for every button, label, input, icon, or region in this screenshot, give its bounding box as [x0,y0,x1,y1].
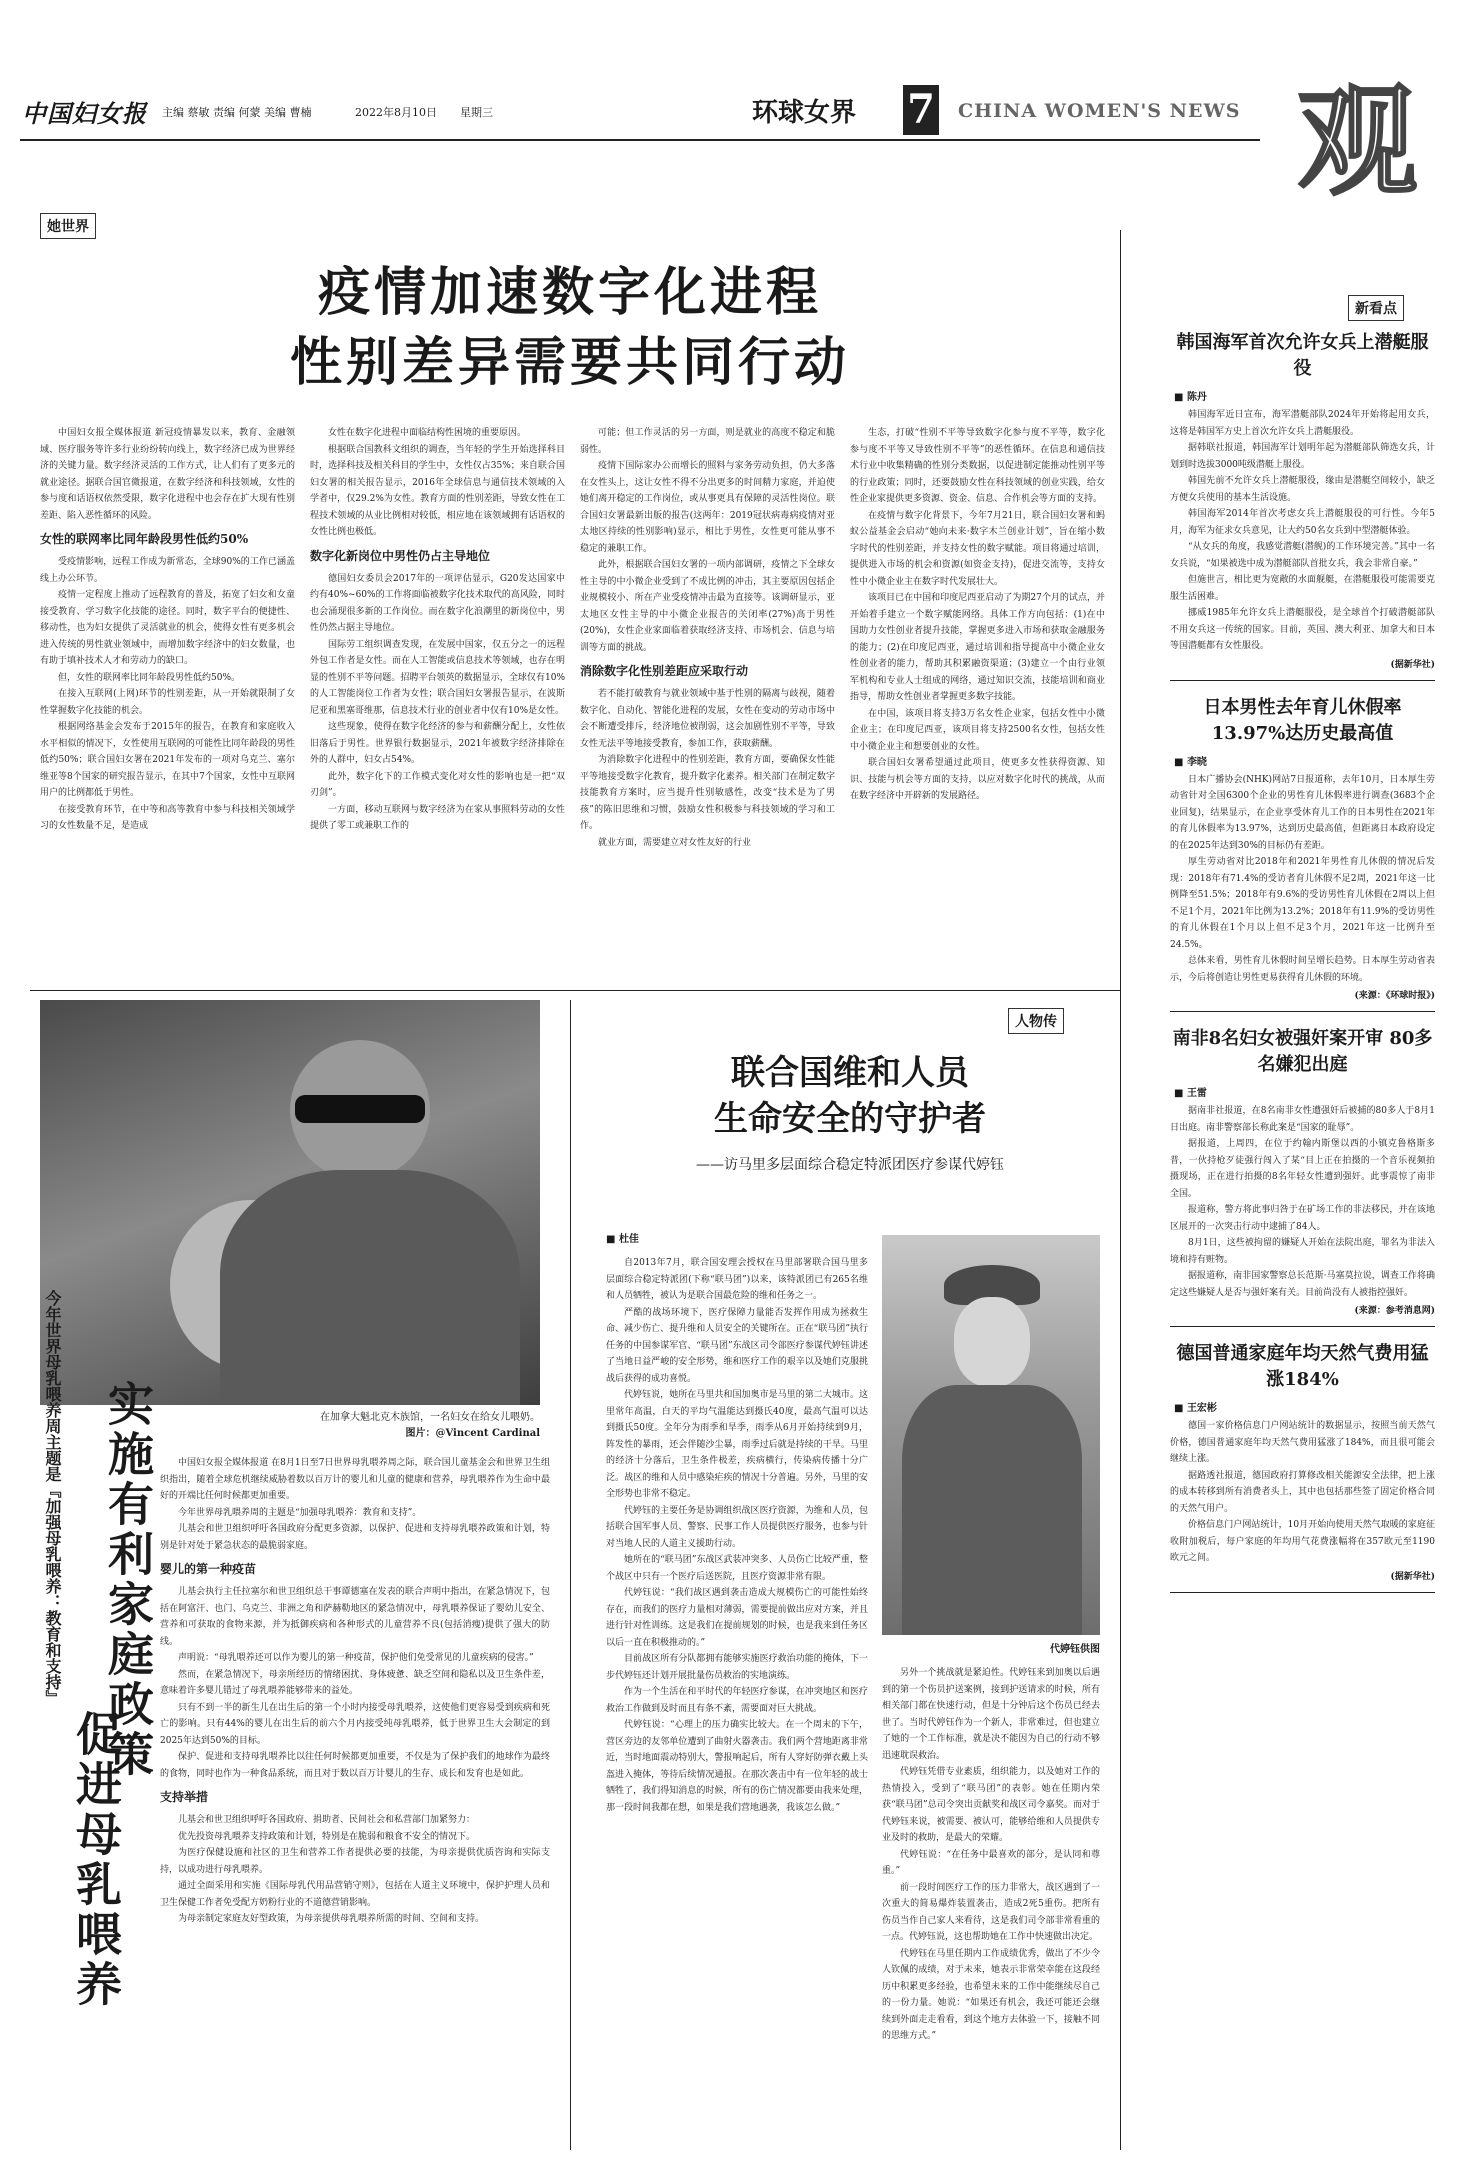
sidebar-news-paragraph: 但施世言，相比更为宽敞的水面舰艇，在潜艇服役可能需要克服生活困难。 [1170,575,1435,602]
section-subheading: 数字化新岗位中男性仍占主导地位 [310,548,491,563]
sidebar-news-paragraph: 韩国海军近日宣布，海军潜艇部队2024年开始将起用女兵，这将是韩国军方史上首次允许女兵上潜艇服役。 [1170,410,1435,437]
breastfeeding-divider [570,1000,571,2150]
article-paragraph: 今年世界母乳喂养周的主题是“加强母乳喂养：教育和支持”。 [178,1507,422,1518]
breastfeeding-vertical-subtitle: 今年世界母乳喂养周主题是『加强母乳喂养：教育和支持』 [43,1290,62,1706]
photo-credit-text: 图片：@Vincent Cardinal [405,1428,540,1439]
peacekeeper-headline [590,1050,1110,1174]
section-subheading: 消除数字化性别差距应采取行动 [580,664,749,678]
sidebar-news-author-name: 王宏彬 [1186,1403,1217,1414]
article-paragraph: 可能；但工作灵活的另一方面，则是就业的高度不稳定和脆弱性。 [580,428,835,455]
article-paragraph: 一方面，移动互联网与数字经济为在家从事照料劳动的女性提供了零工或兼职工作的 [310,804,565,831]
sidebar-news-paragraph: 8月1日，这些被拘留的嫌疑人开始在法院出庭，罪名为非法入境和持有赃物。 [1170,1238,1435,1265]
main-col-2 [310,425,565,970]
article-paragraph: 在疫情与数字化背景下，今年7月21日，联合国妇女署和蚂蚁公益基金会启动“她向未来·数字木兰创业计划”，旨在缩小数字时代的性别差距，并支持女性的数字赋能。项目将通过培训，提供进入市场的机会和资源(如资金支持)，促进交流等，支持女性中小微企业主在数字时代发展壮大。 [850,510,1105,587]
sidebar-news-paragraph: 据报道，上周四，在位于约翰内斯堡以西的小镇克鲁格斯多普，一伙持枪歹徒强行闯入了某“目上正在拍摄的一个音乐视频拍摄现场，正在进行拍摄的8名年轻女性遭到强奸。此事震惊了南非全国。 [1170,1139,1435,1199]
article-paragraph: 代婷钰在马里任期内工作成绩优秀，做出了不少令人钦佩的成绩，对于未来，她表示非常荣幸能在这段经历中积累更多经验，也希望未来的工作中能继续尽自己的一份力量。她说：“如果还有机会，我还可能还会继续到外面走走看看，到这个地方去体验一下，接触不同的思维方式。” [882,1948,1100,2041]
sidebar-news-author: ■ 王雷 [1174,1088,1207,1099]
sidebar-news-source: (据新华社) [1390,1571,1435,1582]
headline-line-2: 性别差异需要共同行动 [289,332,850,393]
article-paragraph: 德国妇女委员会2017年的一项评估显示，G20发达国家中约有40%~60%的工作将面临被数字化技术取代的高风险，同时也会涌现很多新的工作岗位。而在数字化浪潮里的新岗位中，男性仍然占据主导地位。 [310,573,565,633]
section-subheading: 支持举措 [160,1790,209,1804]
sidebar-news-title: 韩国海军首次允许女兵上潜艇服役 [1176,332,1429,379]
sidebar-news-paragraph: 韩国先前不允许女兵上潜艇服役，缘由是潜艇空间较小，缺乏方便女兵使用的基本生活设施。 [1170,476,1435,503]
sidebar-divider [1120,230,1121,2150]
sidebar-news-item [1170,1026,1435,1327]
article-paragraph: 儿基会和世卫组织呼吁各国政府、捐助者、民间社会和私营部门加紧努力： [178,1815,476,1825]
article-paragraph: 通过全面采用和实施《国际母乳代用品营销守则》，包括在人道主义环境中，保护护理人员和卫生保健工作者免受配方奶粉行业的不道德营销影响。 [160,1881,550,1908]
sidebar-news-paragraph: 据报道称，南非国家警察总长范斯·马塞莫拉说，调查工作将确定这些嫌疑人是否与强奸案有关。目前尚没有人被指控强奸。 [1170,1271,1435,1298]
peacekeeper-headline-line-1: 联合国维和人员 [731,1053,969,1093]
issue-date: 2022年8月10日 [355,106,437,119]
english-masthead: CHINA WOMEN'S NEWS [958,100,1241,122]
article-paragraph: 代婷钰说：“我们战区遇到袭击造成大规模伤亡的可能性始终存在，而我们的医疗力量相对薄弱，需要提前做出应对方案，并且进行针对性训练。这是我们在提前规划的时候，也是我来到任务区以后一直在积极推动的。” [606,1588,868,1648]
main-col-1 [40,425,295,970]
main-col-3 [580,425,835,970]
article-paragraph: 她所在的“联马团”东战区武装冲突多、人员伤亡比较严重，整个战区中只有一个医疗后送医院，且医疗资源非常有限。 [606,1555,868,1582]
sidebar-news-author-name: 李晓 [1186,756,1207,768]
column-tag-profile-text: 人物传 [1015,1014,1057,1030]
article-paragraph: 中国妇女报全媒体报道 新冠疫情暴发以来，教育、金融领域、医疗服务等许多行业纷纷转向线上，数字经济已成为世界经济的关键力量。数字经济灵活的工作方式，让人们有了更多元的就业途径。据联合国官微报道，在数字经济和科技领域，女性的参与度和话语权依然受限，数字化进程中也会存在扩大现有性别差距、陷入恶性循环的风险。 [40,428,295,521]
article-paragraph: 此外，数字化下的工作模式变化对女性的影响也是一把“双刃剑”。 [310,771,565,798]
peacekeeper-subtitle: ——访马里多层面综合稳定特派团医疗参谋代婷钰 [696,1157,1004,1173]
sidebar-news-paragraph: 价格信息门户网站统计，10月开始向使用天然气取暖的家庭征收附加税后，每户家庭的年均用气花费涨幅将在357欧元至1190欧元之间。 [1170,1520,1435,1563]
article-paragraph: 国际劳工组织调查发现，在发展中国家，仅五分之一的远程外包工作者是女性。而在人工智能或信息技术等领域，也存在明显的性别不平等问题。招聘平台领英的数据显示，全球仅有10%的人工智能岗位工作者为女性；联合国妇女署报告显示，在波斯尼亚和黑塞哥维那，信息技术行业的创业者中仅有10%是女性。 [310,639,565,716]
peacekeeper-author-name: 杜佳 [618,1234,639,1245]
article-paragraph: 前一段时间医疗工作的压力非常大，战区遇到了一次重大的简易爆炸装置袭击，造成2死5重伤。把所有伤员当作自己家人来看待，这是我们司令部非常看重的一点。代婷钰说，这也帮助她在工作中快速做出决定。 [882,1882,1100,1942]
article-paragraph: 中国妇女报全媒体报道 在8月1日至7日世界母乳喂养周之际，联合国儿童基金会和世界卫生组织指出，随着全球危机继续威胁着数以百万计的婴儿和儿童的健康和营养，母乳喂养作为生命中最好的开端比任何时候都更加重要。 [160,1458,550,1501]
article-paragraph: 女性在数字化进程中面临结构性困境的重要原因。 [328,428,527,438]
peacekeeper-col-1 [606,1255,868,2150]
sidebar-news-title: 南非8名妇女被强奸案开审 80多名嫌犯出庭 [1172,1028,1433,1075]
article-paragraph: 代婷钰说：“在任务中最喜欢的部分，是认同和尊重。” [882,1849,1100,1876]
article-paragraph: 为消除数字化进程中的性别差距，教育方面，要确保女性能平等地接受数字化教育，提升数字化素养。相关部门在制定数字技能教育方案时，应当提升性别敏感性，改变“技术是为了男孩”的陈旧思维和习惯，鼓励女性积极参与科技领域的学习和工作。 [580,755,835,831]
article-paragraph: 生态，打破“性别不平等导致数字化参与度不平等，数字化参与度不平等又导致性别不平等”的恶性循环。在信息和通信技术行业中收集精确的性别分类数据，以促进制定能推动性别平等的行业政策；同时，还要鼓励女性在科技领域的创业实践，给女性企业家提供更多资源、资金、信息、合作机会等方面的支持。 [850,428,1105,504]
sidebar-news-author-name: 陈丹 [1186,392,1207,403]
peacekeeper-col-2 [882,1665,1100,2150]
article-paragraph: 保护、促进和支持母乳喂养比以往任何时候都更加重要，不仅是为了保护我们的地球作为最终的食物，同时也作为一种食品系统，而且对于数以百万计婴儿的生存、成长和发育也是如此。 [160,1752,550,1779]
masthead-rule [20,139,1260,141]
breastfeeding-body [160,1455,550,2145]
article-paragraph: 但，女性的联网率比同年龄段男性低约50%。 [58,672,241,683]
sidebar-news-paragraph: 据南非社报道，在8名南非女性遭强奸后被捕的80多人于8月1日出庭。南非警察部长称此案是“国家的耻辱”。 [1170,1106,1435,1133]
breastfeeding-photo [40,1000,540,1405]
photo-caption-text: 在加拿大魁北克木族馆，一名妇女在给女儿喂奶。 [320,1412,540,1423]
sidebar-news-paragraph: 总体来看，男性育儿休假时间呈增长趋势。日本厚生劳动省表示，今后将创造让男性更易获得育儿休假的环境。 [1170,956,1435,983]
photo-peacekeeper-face [954,1297,1030,1387]
article-paragraph: 作为一个生活在和平时代的年轻医疗参谋，在冲突地区和医疗救治工作做到及时而且有条不紊，需要面对巨大挑战。 [606,1687,868,1714]
sidebar-news-source: (来源：《环球时报》) [1354,991,1435,1001]
article-paragraph: 只有不到一半的新生儿在出生后的第一个小时内接受母乳喂养，这使他们更容易受到疾病和死亡的影响。只有44%的婴儿在出生后的前六个月内接受纯母乳喂养，低于世界卫生大会制定的到2025年达到50%的目标。 [160,1702,550,1746]
peacekeeper-author: ■ 杜佳 [606,1234,639,1245]
corner-character: 观 [1297,71,1418,212]
page-number: 7 [903,85,939,135]
peacekeeper-photo [882,1235,1100,1635]
headline-line-1: 疫情加速数字化进程 [317,262,822,323]
sidebar-news-item [1170,330,1435,681]
article-paragraph: 为医疗保健设施和社区的卫生和营养工作者提供必要的技能，为母亲提供优质咨询和实际支持，以成功进行母乳喂养。 [160,1848,550,1875]
article-paragraph: 为母亲制定家庭友好型政策，为母亲提供母乳喂养所需的时间、空间和支持。 [178,1914,485,1924]
article-paragraph: 在接受教育环节，在中等和高等教育中参与科技相关领域学习的女性数量不足，是造成 [40,804,295,831]
article-paragraph: 疫情一定程度上推动了远程教育的普及，拓宽了妇女和女童接受教育、学习数字化技能的途径。同时，数字平台的便捷性、移动性，也为妇女提供了灵活就业的机会，使得女性有更多机会进入传统的男性就业领域中，而增加数字经济中的妇女数量，也有助于填补技术人才和劳动力的缺口。 [40,590,295,666]
article-paragraph: 此外，根据联合国妇女署的一项内部调研，疫情之下全球女性主导的中小微企业受到了不成比例的冲击，其主要原因包括企业规模较小、所在产业受疫情冲击最为直接等。该调研显示，亚太地区女性主导的中小微企业报告的关闭率(27%)高于男性(20%)，女性企业家面临着获取经济支持、市场机会、信息与培训等方面的挑战。 [580,560,835,653]
article-paragraph: 代婷钰说，她所在马里共和国加奥市是马里的第二大城市。这里常年高温，白天的平均气温能达到摄氏40度，最高气温可以达到摄氏50度。全年分为雨季和旱季，雨季从6月开始持续到9月，阵发性的暴雨，还会伴随沙尘暴，雨季过后就是持续的干旱。马里的经济十分落后，卫生条件极差，疾病横行，传染病传播十分广泛。战区的维和人员中感染疟疾的情况十分普遍。另外，马里的安全形势也非常不稳定。 [606,1390,868,1499]
article-paragraph: 声明说：“母乳喂养还可以作为婴儿的第一种疫苗，保护他们免受常见的儿童疾病的侵害。” [178,1653,534,1663]
article-paragraph: 这些现象，使得在数字化经济的参与和薪酬分配上，女性依旧落后于男性。世界银行数据显示，2021年被数字经济排除在外的人群中，妇女占54%。 [310,722,565,765]
paper-logo: 中国妇女报 [22,99,147,128]
peacekeeper-photo-credit: 代婷钰供图 [1050,1644,1100,1655]
breastfeeding-vertical-title-1: 实施有利家庭政策 [101,1380,155,1780]
issue-weekday: 星期三 [460,106,493,119]
article-paragraph: 严酷的战场环境下，医疗保障力量能否发挥作用成为拯救生命、减少伤亡、提升维和人员安全的关键所在。正在“联马团”执行任务的中国参谋军官、“联马团”东战区司令部医疗参谋代婷钰讲述了当地日益严峻的安全形势，维和医疗工作的艰辛以及她们克服挑战后获得的成功喜悦。 [606,1307,868,1384]
sidebar-news-list [1170,330,1435,2155]
main-headline [120,258,1020,398]
sidebar-news-author: ■ 陈丹 [1174,392,1207,403]
peacekeeper-headline-line-2: 生命安全的守护者 [714,1099,986,1139]
sidebar-news-source: (来源：参考消息网) [1354,1306,1435,1316]
sidebar-news-author: ■ 王宏彬 [1174,1403,1217,1414]
breastfeeding-vertical-title-2: 促进母乳喂养 [69,1710,123,2010]
section-subheading: 婴儿的第一种疫苗 [160,1562,257,1576]
sidebar-news-paragraph: 据路透社报道，德国政府打算修改相关能源安全法律，把上涨的成本转移到所有消费者头上，其中也包括那些签了固定价格合同的天然气用户。 [1170,1470,1435,1514]
sidebar-news-item [1170,1341,1435,1593]
article-paragraph: 代婷钰凭借专业素质，组织能力，以及她对工作的热情投入，受到了“联马团”的表彰。她在任期内荣获“联马团”总司令突出贡献奖和战区司令嘉奖。而对于代婷钰来说，被需要、被认可，能够给维和人员提供专业及时的救助，是最大的荣耀。 [882,1767,1100,1843]
main-col-4 [850,425,1105,970]
photo-figure-sunglasses [295,1095,425,1123]
column-tag-profile [1008,1008,1064,1034]
sidebar-news-title: 德国普通家庭年均天然气费用猛涨184% [1176,1343,1429,1390]
sidebar-news-paragraph: 报道称，警方将此事归咎于在矿场工作的非法移民，并在该地区展开的一次突击行动中逮捕了84人。 [1170,1205,1435,1232]
sidebar-news-paragraph: 厚生劳动省对比2018年和2021年男性育儿休假的情况后发现：2018年有71.4%的受访者育儿休假不足2周，2021年这一比例降至51.5%；2018年有9.6%的受访男性育儿休假在2周以上但不足1个月，2021年比例为13.2%；2018年有11.9%的受访男性的育儿休假在1个月以上但不足3个月，2021年这一比例升至24.5%。 [1170,857,1435,950]
column-tag-new-points [1348,295,1404,321]
sidebar-news-author: ■ 李晓 [1174,756,1207,768]
article-paragraph: 该项目已在中国和印度尼西亚启动了为期27个月的试点，并开始着手建立一个数字赋能网络。具体工作方向包括：(1)在中国助力女性创业者提升技能，掌握更多进入市场和获取金融服务的能力；(2)在印度尼西亚，通过培训和指导提高中小微企业女性创业者的能力，帮助其积累融资渠道；(3)建立一个由行业领军机构和专业人士组成的网络，通过知识交流，技能培训和商业指导，帮助女性创业者掌握更多数字技能。 [850,593,1105,702]
section-name: 环球女界 [752,98,857,128]
article-paragraph: 儿基会和世卫组织呼吁各国政府分配更多资源，以保护、促进和支持母乳喂养政策和计划，特别是针对处于紧急状态的最脆弱家庭。 [160,1524,550,1551]
article-paragraph: 在中国，该项目将支持3万名女性企业家，包括女性中小微企业主；在印度尼西亚，该项目将支持2500名女性，包括女性中小微企业主和想要创业的女性。 [850,708,1105,752]
article-paragraph: 代婷钰的主要任务是协调组织战区医疗资源，为维和人员，包括联合国军事人员、警察、民事工作人员提供医疗服务，也参与针对当地人民的人道主义援助行动。 [606,1505,868,1549]
column-tag-her-world [40,213,96,239]
article-paragraph: 根据网络基金会发布于2015年的报告，在教育和家庭收入水平相似的情况下，女性使用互联网的可能性比同年龄段的男性低约50%；联合国妇女署在2021年发布的一项对乌克兰、塞尔维亚等8个国家的研究报告显示，在其中7个国家，女性中互联网用户的比例都低于男性。 [40,722,295,798]
article-paragraph: 联合国妇女署希望通过此项目，使更多女性获得资源、知识、技能与机会等方面的支持，以应对数字化时代的挑战，从而在数字经济中开辟新的发展路径。 [850,758,1105,801]
article-paragraph: 疫情下国际家办公而增长的照料与家务劳动负担，仍大多落在女性头上，这让女性不得不分出更多的时间精力家庭，并迫使她们离开稳定的工作岗位，或从事更具有保障的灵活性岗位。联合国妇女署最新出版的报告(这两年：2019冠状病毒病疫情对亚太地区持续的性别影响)显示，相比于男性，女性更可能从事不稳定的兼职工作。 [580,461,835,554]
article-paragraph: 然而，在紧急情况下，母亲所经历的情绪困扰、身体疲惫、缺乏空间和隐私以及卫生条件差，意味着许多婴儿错过了母乳喂养能够带来的益处。 [160,1669,550,1696]
sidebar-news-source: (据新华社) [1390,659,1435,670]
main-article-bottom-rule [30,990,1120,991]
article-paragraph: 自2013年7月，联合国安理会授权在马里部署联合国马里多层面综合稳定特派团(下称“联马团”)以来，该特派团已有265名维和人员牺牲，被认为是联合国最危险的维和任务之一。 [606,1258,868,1301]
sidebar-news-paragraph: 据韩联社报道，韩国海军计划明年起为潜艇部队筛选女兵，计划到时选拔3000吨级潜艇上服役。 [1170,443,1435,470]
article-paragraph: 就业方面，需要建立对女性友好的行业 [598,837,752,848]
sidebar-news-paragraph: 挪威1985年允许女兵上潜艇服役，是全球首个打破潜艇部队不用女兵这一传统的国家。目前，英国、澳大利亚、加拿大和日本等国潜艇都有女性服役。 [1170,608,1435,651]
masthead [0,0,1472,212]
sidebar-news-item [1170,695,1435,1013]
article-paragraph: 优先投资母乳喂养支持政策和计划，特别是在脆弱和粮食不安全的情况下。 [178,1831,476,1842]
photo-figure-body [220,1170,520,1405]
article-paragraph: 受疫情影响，远程工作成为新常态，全球90%的工作已涵盖线上办公环节。 [40,557,295,584]
sidebar-news-author-name: 王雷 [1186,1088,1207,1099]
article-paragraph: 在接入互联网(上网)环节的性别差距，从一开始就限制了女性掌握数字化技能的机会。 [40,689,295,716]
article-paragraph: 代婷钰说：“心理上的压力确实比较大。在一个周末的下午，营区旁边的友邻单位遭到了曲射火器袭击。我们两个营地距离非常近，当时地面震动特别大，警报响起后，所有人穿好防弹衣戴上头盔进入掩体，等待后续情况通报。在那次袭击中有一位年轻的战士牺牲了，我们得知消息的时候，所有的伤亡情况都要由我来处理，那一段时间我都在想，如果是我们营地遇袭，我该怎么做。” [606,1720,868,1813]
sidebar-news-paragraph: 韩国海军2014年首次考虑女兵上潜艇服役的可行性。今年5月，海军为征求女兵意见，让大约50名女兵到中型潜艇体验。 [1170,509,1435,536]
editor-credits: 主编 蔡敏 责编 何蒙 美编 曹楠 [162,106,312,119]
column-tag-text: 她世界 [47,219,89,235]
article-paragraph: 目前战区所有分队都拥有能够实施医疗救治功能的掩体，下一步代婷钰还计划开展批量伤员救治的实地演练。 [606,1654,868,1681]
article-paragraph: 若不能打破教育与就业领域中基于性别的隔离与歧视，随着数字化、自动化、智能化进程的发展，女性在变动的劳动市场中会不断遭受排斥，经济地位被削弱，这会加剧性别不平等，导致女性无法平等地接受教育，参加工作，获取薪酬。 [580,689,835,749]
sidebar-news-paragraph: 日本广播协会(NHK)网站7日报道称，去年10月，日本厚生劳动省针对全国6300个企业的男性育儿休假率进行调查(3683个企业回复)，结果显示，在企业享受休育儿工作的日本男性在2021年的育儿休假率为13.97%，达到历史最高值，但距离日本政府设定的在2025年达到30%的目标仍有差距。 [1170,774,1435,851]
article-paragraph: 另外一个挑战就是紧迫性。代婷钰来到加奥以后遇到的第一个伤员护送案例，接到护送请求的时候，所有相关部门都在快速行动，但是十分钟后这个伤员已经去世了。当时代婷钰作为一个新人，非常难过，但也建立了她的一个工作标准，就是决不能因为自己的行动不够迅速耽误救治。 [882,1668,1100,1761]
photo-peacekeeper-uniform [902,1385,1082,1635]
article-paragraph: 儿基会执行主任拉塞尔和世卫组织总干事谭德塞在发表的联合声明中指出，在紧急情况下，包括在阿富汗、也门、乌克兰、非洲之角和萨赫勒地区的紧急情况中，母乳喂养保证了婴幼儿安全、营养和可获取的食物来源，并为抵御疾病和各种形式的儿童营养不良(包括消瘦)提供了强大的防线。 [160,1587,550,1647]
sidebar-news-paragraph: 德国一家价格信息门户网站统计的数据显示，按照当前天然气价格，德国普通家庭年均天然气费用猛涨了184%，而且很可能会继续上涨。 [1170,1421,1435,1464]
section-subheading: 女性的联网率比同年龄段男性低约50% [40,532,249,546]
sidebar-news-paragraph: “从女兵的角度，我感觉潜艇(潜舰)的工作环境完善。”其中一名女兵说，“如果被选中成为潜艇部队首批女兵，我会非常自豪。” [1170,542,1435,569]
article-paragraph: 根据联合国教科文组织的调查，当年轻的学生开始选择科目时，选择科技及相关科目的学生中，女性仅占35%；来自联合国妇女署的相关报告显示，2016年全球信息与通信技术领域的入学者中，仅29.2%为女性。教育方面的性别差距，导致女性在工程技术领域的从业比例相对较低，相应地在该领域拥有话语权的女性比例也极低。 [310,444,565,537]
sidebar-news-title: 日本男性去年育儿休假率13.97%达历史最高值 [1203,696,1402,744]
column-tag-new-points-text: 新看点 [1355,301,1397,317]
